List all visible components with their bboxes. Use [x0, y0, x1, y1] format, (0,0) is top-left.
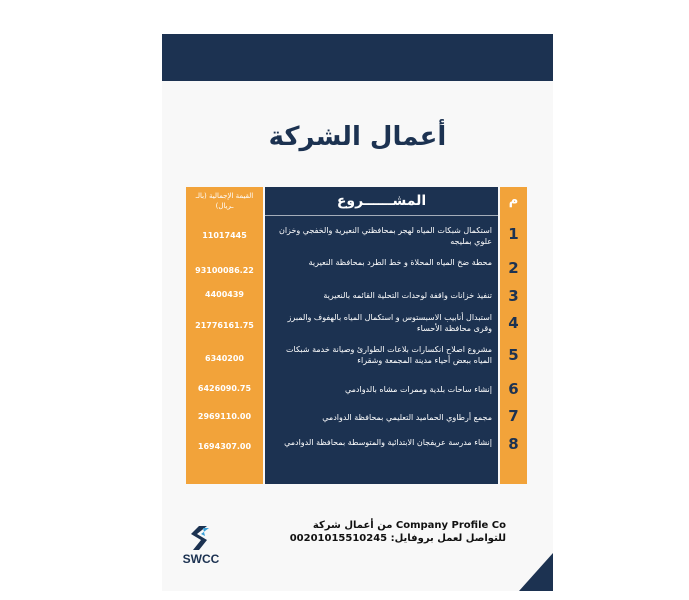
- row-project: مشروع اصلاح انكسارات بلاعات الطوارئ وصيانة خدمة شبكات المياه ببعض أحياء مدينة المجمعة وشقراء: [286, 345, 492, 365]
- row-number: 6: [508, 380, 519, 398]
- row-value: 6340200: [205, 354, 244, 363]
- header-value: القيمة الإجمالية (بالـ ـريال): [195, 192, 254, 210]
- page-title: أعمال الشركة: [268, 122, 447, 152]
- row-value: 21776161.75: [195, 321, 254, 330]
- company-logo: [177, 524, 225, 580]
- row-value: 11017445: [202, 231, 247, 240]
- footer-contact: [282, 519, 506, 545]
- row-number: 7: [508, 407, 519, 425]
- document-page: [162, 34, 553, 591]
- row-project: محطة ضخ المياه المحلاة و خط الطرد بمحافظة النعيرية: [308, 258, 492, 267]
- row-value: 93100086.22: [195, 266, 254, 275]
- logo-mark-icon: [177, 524, 225, 552]
- row-number: 1: [508, 225, 519, 243]
- row-project: إنشاء مدرسة عريفجان الابتدائية والمتوسطة بمحافظة الدوادمي: [284, 438, 492, 447]
- header-number: م: [508, 193, 519, 208]
- row-number: 5: [508, 346, 519, 364]
- row-value: 2969110.00: [197, 412, 252, 421]
- row-value: 4400439: [205, 290, 244, 299]
- row-value: 1694307.00: [197, 442, 252, 451]
- row-project: استبدال أنابيب الاسبستوس و استكمال المياه بالهفوف والمبرز وقرى محافظة الأحساء: [287, 313, 492, 333]
- row-project: استكمال شبكات المياه لهجر بمحافظتي النعيرية والخفجي وخزان علوي بمليجه: [278, 226, 492, 246]
- row-number: 4: [508, 314, 519, 332]
- row-number: 2: [508, 259, 519, 277]
- row-project: مجمع أرطاوي الحماميد التعليمي بمحافظة الدوادمي: [322, 413, 492, 422]
- row-project: إنشاء ساحات بلدية وممرات مشاه بالدوادمي: [344, 385, 492, 394]
- footer-line-company: من أعمال شركة Company Profile Co: [312, 520, 506, 531]
- projects-table: [186, 187, 527, 484]
- corner-decoration: [519, 553, 553, 591]
- row-value: 6426090.75: [197, 384, 252, 393]
- header-band: [162, 34, 553, 81]
- logo-text: SWCC: [182, 552, 220, 566]
- row-project: تنفيذ خزانات واقفة لوحدات التحلية القائمه بالنعيرية: [323, 291, 492, 300]
- row-number: 3: [508, 287, 519, 305]
- row-number: 8: [508, 435, 519, 453]
- header-project: المشــــــروع: [336, 193, 427, 209]
- footer-line-phone: للتواصل لعمل بروفايل: 00201015510245: [289, 533, 506, 544]
- header-divider: [265, 215, 498, 216]
